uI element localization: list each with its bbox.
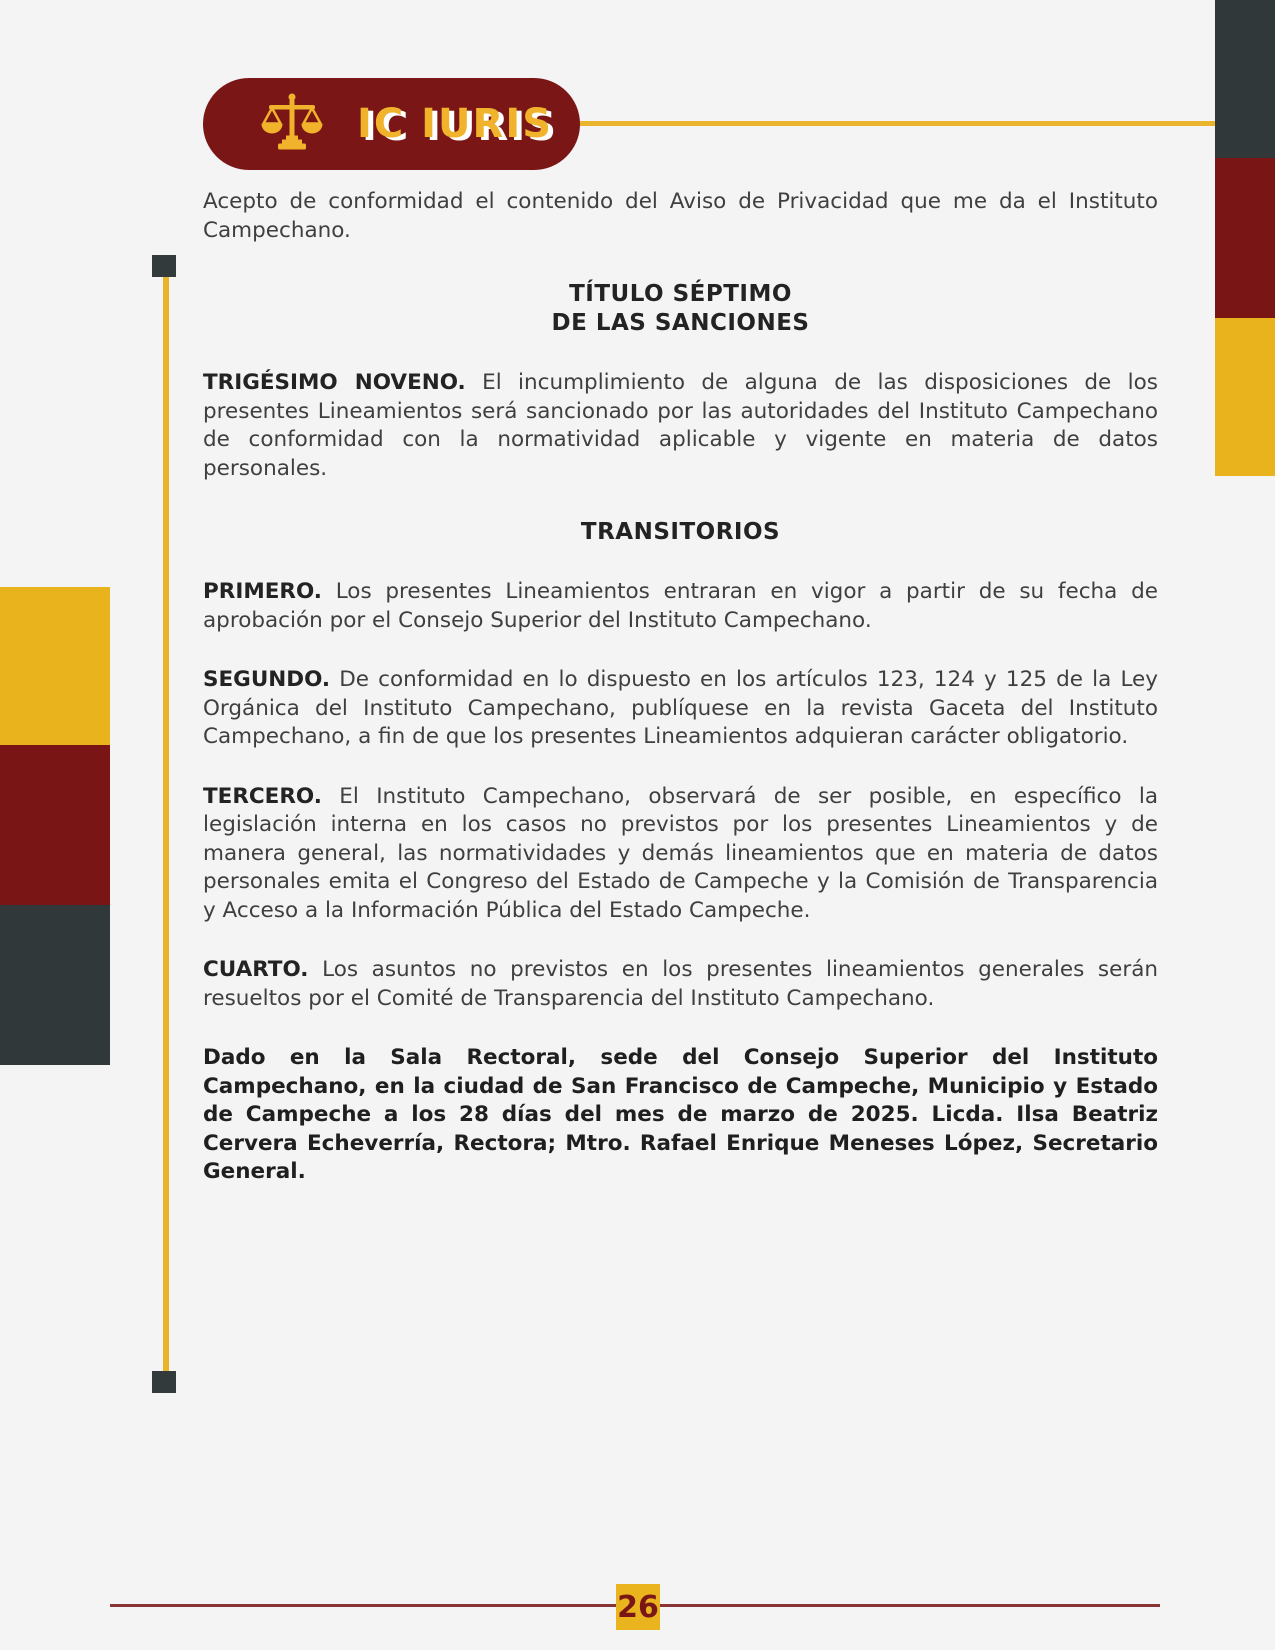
- heading-line: TÍTULO SÉPTIMO: [569, 281, 792, 307]
- paragraph-text: De conformidad en lo dispuesto en los artículos 123, 124 y 125 de la Ley Orgánica del Instituto Campechano, publíquese en la revista Gaceta del Instituto Campechano, a fin de que los presentes Lineamientos adquieran carácter obligatorio.: [203, 667, 1158, 749]
- right-edge-accent-bar: [1215, 0, 1275, 476]
- left-edge-accent-bar: [0, 587, 110, 1065]
- paragraph-text: El Instituto Campechano, observará de ser posible, en específico la legislación interna en los casos no previstos por los presentes Lineamientos y de manera general, las normatividades y demás lineamientos que en materia de datos personales emita el Congreso del Estado de Campeche y la Comisión de Transparencia y Acceso a la Información Pública del Estado Campeche.: [203, 783, 1158, 923]
- accent-block-gold: [1215, 318, 1275, 476]
- logo-badge: [203, 78, 580, 170]
- paragraph-lead: PRIMERO.: [203, 579, 322, 604]
- rule-cap-square: [152, 255, 176, 277]
- paragraph-trigesimo-noveno: [203, 369, 1158, 483]
- intro-paragraph: Acepto de conformidad el contenido del Aviso de Privacidad que me da el Instituto Campechano.: [203, 189, 1158, 243]
- paragraph-primero: [203, 578, 1158, 635]
- paragraph-lead: CUARTO.: [203, 957, 309, 982]
- closing-paragraph: Dado en la Sala Rectoral, sede del Consejo Superior del Instituto Campechano, en la ciudad de San Francisco de Campeche, Municipio y Estado de Campeche a los 28 días del mes de marzo de 2025. Licda. Ilsa Beatriz Cervera Echeverría, Rectora; Mtro. Rafael Enrique Meneses López, Secretario General.: [203, 1045, 1158, 1184]
- vertical-gold-rule: [163, 277, 169, 1372]
- accent-block-red: [1215, 158, 1275, 318]
- accent-block-gray: [1215, 0, 1275, 158]
- heading-line: TRANSITORIOS: [580, 519, 781, 545]
- document-body: [203, 188, 1158, 1187]
- paragraph-cuarto: [203, 956, 1158, 1013]
- paragraph-lead: TERCERO.: [203, 783, 322, 809]
- paragraph-text: Los presentes Lineamientos entraran en vigor a partir de su fecha de aprobación por el Consejo Superior del Instituto Campechano.: [203, 579, 1158, 633]
- rule-cap-square: [152, 1371, 176, 1393]
- section-heading-titulo-septimo: [203, 280, 1158, 338]
- paragraph-text: El incumplimiento de alguna de las disposiciones de los presentes Lineamientos será sancionado por las autoridades del Instituto Campechano de conformidad con la normatividad aplicable y vigente en materia de datos personales.: [203, 370, 1158, 481]
- page-number-badge: [616, 1584, 660, 1630]
- paragraph-tercero: [203, 783, 1158, 926]
- section-heading-transitorios: [203, 518, 1158, 547]
- paragraph-segundo: [203, 666, 1158, 752]
- accent-block-gray: [0, 905, 110, 1065]
- logo-text: IC IURIS: [357, 101, 554, 147]
- header-gold-rule: [560, 121, 1215, 126]
- accent-block-gold: [0, 587, 110, 745]
- paragraph-lead: TRIGÉSIMO NOVENO.: [203, 370, 466, 395]
- page-number: 26: [617, 1589, 659, 1625]
- heading-line: DE LAS SANCIONES: [551, 310, 810, 336]
- accent-block-red: [0, 745, 110, 905]
- paragraph-text: Los asuntos no previstos en los presentes lineamientos generales serán resueltos por el Comité de Transparencia del Instituto Campechano.: [203, 957, 1158, 1011]
- scales-of-justice-icon: [259, 92, 325, 156]
- paragraph-lead: SEGUNDO.: [203, 667, 331, 692]
